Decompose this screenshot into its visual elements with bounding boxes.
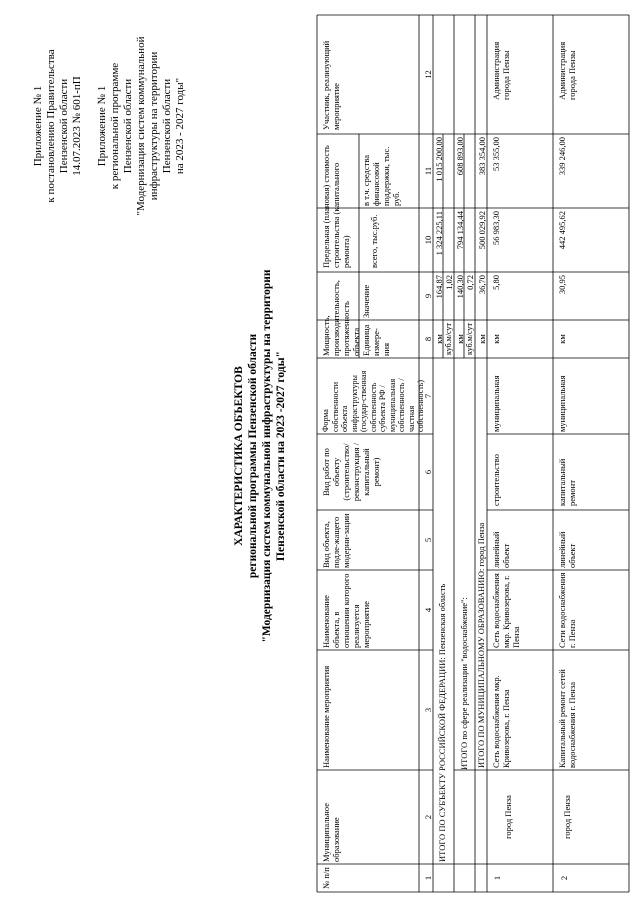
appendix-line: Пензенской области <box>122 78 134 174</box>
municipal-total-label: ИТОГО ПО МУНИЦИПАЛЬНОМУ ОБРАЗОВАНИЮ: город Пенза <box>476 522 486 768</box>
title-line: ХАРАКТЕРИСТИКА ОБЪЕКТОВ <box>233 366 245 546</box>
row-number: 2 <box>559 875 569 881</box>
value-cell: 164,87 <box>434 275 444 299</box>
row-participant: Администрация города Пензы <box>491 41 511 100</box>
document-title <box>232 146 288 766</box>
unit-cell: куб.м/сут <box>444 323 453 355</box>
row-cost-total: 442 495,62 <box>557 211 567 250</box>
row-number: 1 <box>492 875 502 881</box>
title-line: "Модернизация систем коммунальной инфраструктуры на территории <box>261 269 273 643</box>
appendix-block <box>32 0 187 256</box>
row-object-kind: линейный объект <box>491 531 511 568</box>
header-cost-total: всего, тыс.руб. <box>369 214 379 268</box>
title-line: региональной программы Пензенской области <box>247 333 259 579</box>
col-number: 11 <box>423 166 433 176</box>
appendix-line: Пензенской области <box>58 78 70 174</box>
appendix-line: Приложение № 1 <box>32 85 44 167</box>
row-event: Капитальный ремонт сетей водоснабжения г. Пенза <box>557 669 577 768</box>
header-participant: Участник, реализующий мероприятие <box>321 40 341 130</box>
row-value: 5,80 <box>491 275 501 290</box>
value-cell: 0,72 <box>465 275 475 290</box>
row-municipality: город Пенза <box>503 795 513 839</box>
unit-cell: км <box>477 334 487 344</box>
header-cost-group: Предельная (плановая) стоимость строительства (капитального ремонта) <box>321 145 351 268</box>
row-cost-total: 56 983,30 <box>491 211 501 245</box>
header-cost-financial-support: в т.ч. средства финансовой поддержки, тыс. руб. <box>361 146 401 206</box>
col-number: 7 <box>423 393 433 399</box>
title-line: Пензенской области на 2023 -2027 годы" <box>275 351 287 561</box>
row-work-kind: капитальный ремонт <box>557 458 577 506</box>
cost-total-cell: 1 324 225,11 <box>434 211 444 256</box>
col-number: 10 <box>423 235 433 245</box>
appendix-line: 14.07.2023 № 601-пП <box>71 76 83 176</box>
header-ownership: Форма собственности объекта инфраструктуры (государ-ственная собственность субъекта РФ / муниципальная собственность / частная собственность) <box>321 370 425 432</box>
value-cell: 140,30 <box>455 275 465 299</box>
col-number: 1 <box>423 875 433 881</box>
col-number: 8 <box>423 336 433 342</box>
row-value: 30,95 <box>557 275 567 295</box>
value-cell: 1,02 <box>444 275 454 290</box>
appendix-line: Пензенской области <box>161 78 173 174</box>
subject-total-label: ИТОГО ПО СУБЪЕКТУ РОССИЙСКОЙ ФЕДЕРАЦИИ: Пензенская область <box>437 583 447 862</box>
cost-fin-cell: 383 354,00 <box>477 137 487 176</box>
header-event: Наименование мероприятия <box>321 665 331 768</box>
header-capacity-group: Мощность, производительность, протяженность объекта <box>321 280 361 356</box>
sphere-total-label: ИТОГО по сфере реализации "водоснабжение": <box>459 597 469 770</box>
cost-fin-cell: 1 015 200,00 <box>434 137 444 182</box>
header-municipality: Муниципальное образование <box>321 803 341 862</box>
row-unit: км <box>491 334 501 344</box>
header-object-kind: Вид объекта, подле-жащего модерни-зации <box>321 513 351 568</box>
row-cost-fin: 53 355,00 <box>491 137 501 171</box>
col-number: 2 <box>423 814 433 820</box>
row-work-kind: строительство <box>491 454 501 506</box>
header-value: Значение <box>361 284 371 318</box>
col-number: 9 <box>423 293 433 299</box>
col-number: 4 <box>423 607 433 613</box>
col-number: 5 <box>423 537 433 543</box>
cost-total-cell: 500 029,92 <box>477 211 487 250</box>
header-work-kind: Вид работ по объекту (строительство/ реконструкция / капитальный ремонт) <box>321 442 381 502</box>
row-cost-fin: 339 246,00 <box>557 137 567 176</box>
row-municipality: город Пенза <box>562 795 572 839</box>
row-object: Сеть водоснабжения мкр. Кривозерова, г. Пенза <box>491 573 521 648</box>
header-number: № п/п <box>321 867 331 889</box>
cost-total-cell: 794 134,44 <box>455 211 465 250</box>
row-unit: км <box>557 334 567 344</box>
appendix-line: к региональной программе <box>109 62 121 190</box>
row-participant: Администрация города Пензы <box>557 41 577 100</box>
appendix-line: к постановлению Правительства <box>45 49 57 203</box>
unit-cell: км <box>434 334 444 344</box>
unit-cell: км <box>455 334 465 344</box>
header-object: Наименование объекта, в отношении которого реализуется мероприятие <box>321 573 371 648</box>
cost-fin-cell: 608 893,00 <box>455 137 465 176</box>
row-event: Сеть водоснабжения мкр. Кривозерова, г. Пенза <box>491 675 511 768</box>
row-ownership: муниципальная <box>491 375 501 432</box>
appendix-line: инфраструктуры на территории <box>148 51 160 201</box>
appendix-line: Приложение № 1 <box>96 85 108 167</box>
col-number: 6 <box>423 469 433 475</box>
row-object-kind: линейный объект <box>557 531 577 568</box>
col-number: 12 <box>423 70 433 79</box>
appendix-line: "Модернизация систем коммунальной <box>135 36 147 216</box>
objects-table <box>317 15 629 892</box>
header-unit: Единица измере-ния <box>361 324 391 356</box>
row-ownership: муниципальная <box>557 375 567 432</box>
value-cell: 36,70 <box>477 275 487 295</box>
appendix-line: на 2023 - 2027 годы" <box>174 77 186 175</box>
col-number: 3 <box>423 707 433 713</box>
row-object: Сети водоснабжения г. Пенза <box>557 572 577 648</box>
unit-cell: куб.м/сут <box>465 323 474 355</box>
